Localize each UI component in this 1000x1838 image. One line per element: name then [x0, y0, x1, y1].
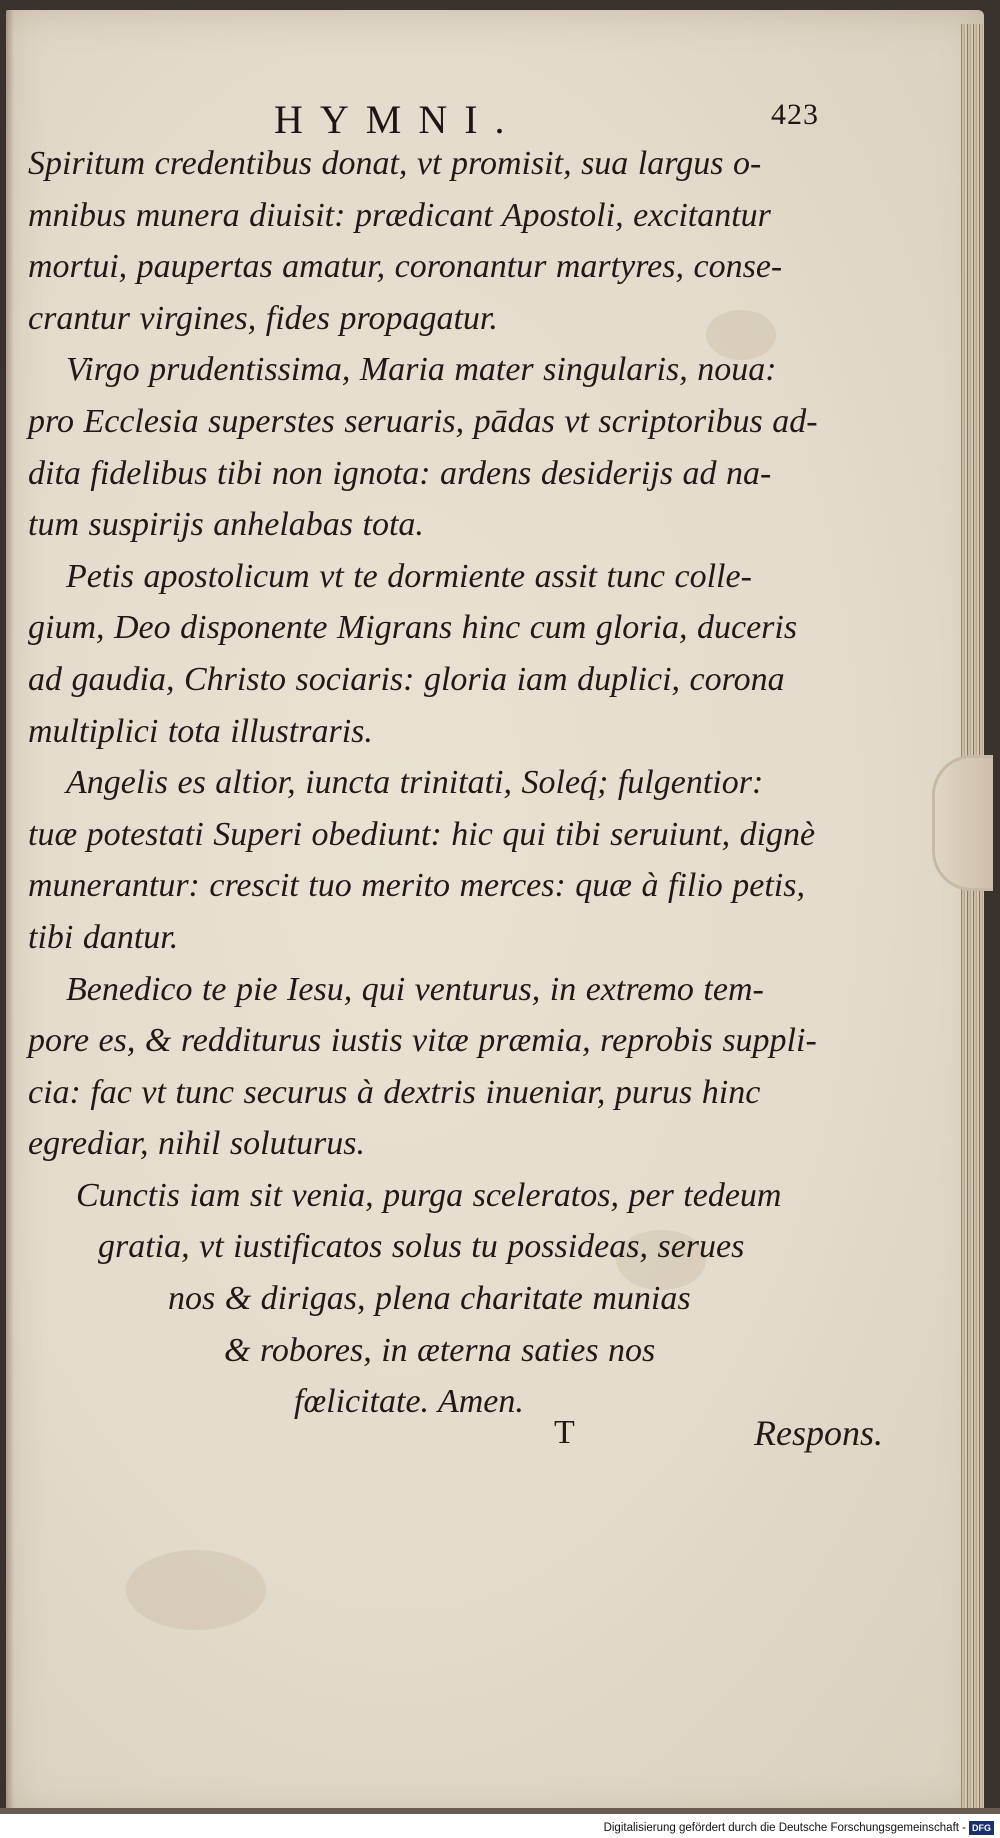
text-line: cia: fac vt tunc securus à dextris inueniar, purus hinc	[28, 1073, 761, 1111]
clasp-mark	[932, 755, 993, 891]
digitization-credit	[604, 1818, 994, 1838]
text-line: gratia, vt iustificatos solus tu possideas, serues	[98, 1228, 745, 1266]
text-line: nos & dirigas, plena charitate munias	[168, 1280, 691, 1318]
text-line: mnibus munera diuisit: prædicant Apostoli, excitantur	[28, 196, 771, 234]
text-line: Angelis es altior, iuncta trinitati, Soleq́; fulgentior:	[66, 764, 764, 802]
page-header	[6, 80, 984, 140]
text-line: Benedico te pie Iesu, qui venturus, in extremo tem-	[66, 970, 764, 1008]
text-line: dita fidelibus tibi non ignota: ardens desiderijs ad na-	[28, 454, 772, 492]
text-line: munerantur: crescit tuo merito merces: quæ à filio petis,	[28, 867, 805, 905]
text-line: Virgo prudentissima, Maria mater singularis, noua:	[66, 351, 777, 389]
text-line: fœlicitate. Amen.	[294, 1383, 524, 1421]
text-line: ad gaudia, Christo sociaris: gloria iam duplici, corona	[28, 660, 785, 698]
running-title: HYMNI.	[274, 97, 522, 142]
text-line: multiplici tota illustraris.	[28, 712, 373, 750]
text-line: tum suspirijs anhelabas tota.	[28, 506, 424, 544]
catchword: Respons.	[754, 1413, 883, 1453]
catchword-row	[6, 1412, 984, 1462]
text-line: & robores, in æterna saties nos	[224, 1331, 656, 1369]
text-line: tibi dantur.	[28, 918, 179, 956]
book-page	[6, 10, 984, 1818]
page-number: 423	[771, 98, 819, 131]
text-line: Cunctis iam sit venia, purga sceleratos, per tedeum	[76, 1176, 782, 1214]
text-line: pore es, & redditurus iustis vitæ præmia, reprobis suppli-	[28, 1022, 817, 1060]
signature-mark: T	[554, 1414, 575, 1451]
text-line: pro Ecclesia superstes seruaris, pādas vt scriptoribus ad-	[28, 402, 818, 440]
text-line: Petis apostolicum vt te dormiente assit tunc colle-	[66, 557, 752, 595]
text-line: Spiritum credentibus donat, vt promisit, sua largus o-	[28, 145, 762, 182]
hymn-text	[28, 138, 888, 1428]
text-line: egrediar, nihil soluturus.	[28, 1125, 365, 1163]
credit-text: Digitalisierung gefördert durch die Deutsche Forschungsgemeinschaft -	[603, 1822, 966, 1834]
text-line: mortui, paupertas amatur, coronantur martyres, conse-	[28, 248, 783, 286]
text-line: crantur virgines, fides propagatur.	[28, 299, 498, 337]
text-line: gium, Deo disponente Migrans hinc cum gloria, duceris	[28, 609, 798, 647]
gutter-shadow	[6, 10, 14, 1818]
page-edge	[961, 24, 984, 1824]
dfg-logo: DFG	[969, 1821, 994, 1835]
text-line: tuæ potestati Superi obediunt: hic qui tibi seruiunt, dignè	[28, 815, 816, 853]
